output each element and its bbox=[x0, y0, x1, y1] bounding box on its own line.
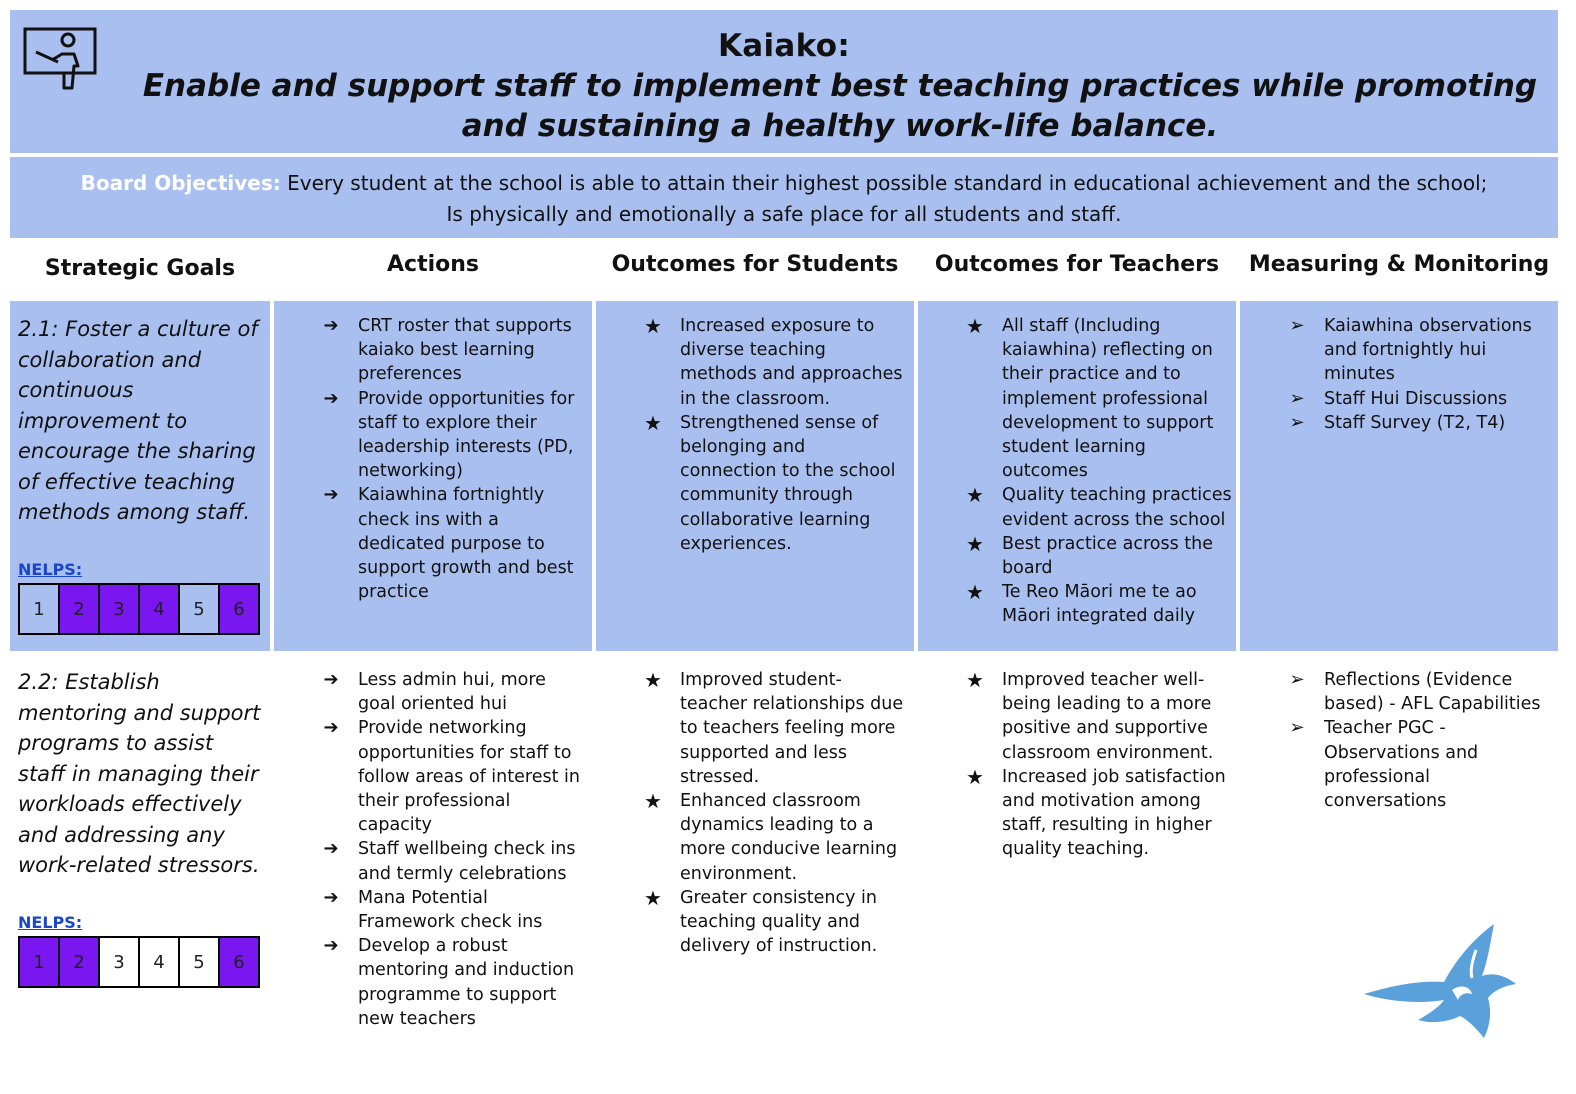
page-subtitle: Enable and support staff to implement best teaching practices while promoting and sustaining a healthy work-life balance. bbox=[142, 68, 1538, 144]
actions-text: CRT roster that supports kaiako best learning preferences bbox=[358, 316, 572, 385]
students-text: Increased exposure to diverse teaching methods and approaches in the classroom. bbox=[680, 316, 903, 409]
star-bullet-icon: ★ bbox=[644, 668, 662, 692]
actions-text: Kaiawhina fortnightly check ins with a dedicated purpose to support growth and best practice bbox=[358, 485, 574, 603]
nelps-cell-2: 2 bbox=[60, 938, 100, 986]
teachers-text: Increased job satisfaction and motivation among staff, resulting in higher quality teaching. bbox=[1002, 766, 1226, 860]
monitoring-item bbox=[1282, 314, 1548, 387]
nelps-link[interactable]: NELPS: bbox=[18, 913, 83, 932]
monitoring-text: Teacher PGC - Observations and professional conversations bbox=[1324, 718, 1479, 812]
nelps-cell-5: 5 bbox=[180, 585, 220, 633]
students-text: Greater consistency in teaching quality and delivery of instruction. bbox=[680, 887, 878, 957]
actions-text: Less admin hui, more goal oriented hui bbox=[358, 670, 546, 715]
arrow-bullet-icon: ➔ bbox=[323, 935, 339, 957]
students-item bbox=[638, 314, 906, 411]
monitoring-text: Reflections (Evidence based) - AFL Capabilities bbox=[1324, 670, 1541, 715]
teachers-item bbox=[960, 765, 1232, 862]
students-item bbox=[638, 886, 906, 959]
monitoring-text: Staff Survey (T2, T4) bbox=[1324, 412, 1506, 433]
objectives-line2: Is physically and emotionally a safe place for all students and staff. bbox=[446, 202, 1122, 226]
actions-item bbox=[316, 314, 580, 387]
goal-text: : Foster a culture of collaboration and continuous improvement to encourage the sharing of effective teaching methods among staff. bbox=[18, 317, 258, 524]
star-bullet-icon: ★ bbox=[966, 764, 984, 789]
teachers-text: Quality teaching practices evident across the school bbox=[1002, 485, 1232, 530]
students-item bbox=[638, 668, 906, 789]
monitoring-item bbox=[1282, 411, 1548, 435]
actions-list bbox=[316, 668, 580, 1031]
teacher-outcomes-list bbox=[960, 314, 1232, 629]
goal-text: : Establish mentoring and support programs to assist staff in managing their workloads effectively and addressing any work-related stressors. bbox=[18, 670, 261, 877]
arrow-bullet-icon: ➔ bbox=[323, 315, 339, 336]
nelps-grid bbox=[18, 583, 260, 635]
teachers-item bbox=[960, 580, 1232, 628]
students-item bbox=[638, 789, 906, 886]
actions-text: Develop a robust mentoring and induction programme to support new teachers bbox=[358, 936, 575, 1029]
actions-text: Mana Potential Framework check ins bbox=[358, 887, 543, 933]
monitoring-item bbox=[1282, 668, 1548, 716]
teachers-text: Te Reo Māori me te ao Māori integrated daily bbox=[1002, 582, 1197, 627]
goal-number: 2.2 bbox=[18, 670, 52, 694]
actions-item bbox=[316, 934, 580, 1031]
nelps-cell-4: 4 bbox=[140, 585, 180, 633]
nelps-cell-5: 5 bbox=[180, 938, 220, 986]
arrow-bullet-icon: ➔ bbox=[323, 484, 339, 506]
students-text: Strengthened sense of belonging and connection to the school community through collaborative learning experiences. bbox=[680, 412, 896, 554]
arrow-bullet-icon: ➔ bbox=[323, 387, 339, 409]
arrow-bullet-icon: ➔ bbox=[323, 886, 339, 908]
students-text: Improved student-teacher relationships due to teachers feeling more supported and less stressed. bbox=[680, 670, 904, 787]
arrow-bullet-icon: ➔ bbox=[323, 717, 339, 739]
objectives-label: Board Objectives: bbox=[80, 171, 281, 195]
student-outcomes-list bbox=[638, 668, 906, 958]
actions-item bbox=[316, 886, 580, 934]
monitoring-list bbox=[1282, 314, 1548, 435]
column-header-students: Outcomes for Students bbox=[611, 252, 899, 277]
monitoring-item bbox=[1282, 716, 1548, 813]
teachers-item bbox=[960, 314, 1232, 483]
nelps-cell-1: 1 bbox=[20, 585, 60, 633]
nelps-cell-2: 2 bbox=[60, 585, 100, 633]
teachers-item bbox=[960, 483, 1232, 531]
column-header-actions: Actions bbox=[387, 252, 479, 277]
actions-item bbox=[316, 483, 580, 604]
star-bullet-icon: ★ bbox=[966, 668, 984, 692]
arrow-bullet-icon: ➔ bbox=[323, 669, 339, 690]
teachers-text: All staff (Including kaiawhina) reflecting on their practice and to implement professional development to support student learning outcomes bbox=[1002, 316, 1214, 482]
star-bullet-icon: ★ bbox=[966, 580, 984, 605]
column-header-teachers: Outcomes for Teachers bbox=[934, 252, 1220, 277]
board-objectives bbox=[10, 157, 1558, 238]
header-banner bbox=[10, 10, 1558, 153]
nelps-cell-3: 3 bbox=[100, 938, 140, 986]
actions-list bbox=[316, 314, 580, 604]
teachers-text: Best practice across the board bbox=[1002, 533, 1214, 579]
actions-item bbox=[316, 387, 580, 484]
teacher-outcomes-list bbox=[960, 668, 1232, 862]
star-bullet-icon: ★ bbox=[644, 410, 662, 435]
triangle-bullet-icon: ➢ bbox=[1289, 387, 1305, 409]
student-outcomes-list bbox=[638, 314, 906, 556]
star-bullet-icon: ★ bbox=[966, 531, 984, 556]
star-bullet-icon: ★ bbox=[966, 483, 984, 508]
teachers-item bbox=[960, 532, 1232, 580]
monitoring-item bbox=[1282, 387, 1548, 411]
students-text: Enhanced classroom dynamics leading to a more conducive learning environment. bbox=[680, 791, 898, 884]
nelps-cell-6: 6 bbox=[220, 585, 258, 633]
goal-number: 2.1 bbox=[18, 317, 52, 341]
actions-item bbox=[316, 716, 580, 837]
actions-text: Staff wellbeing check ins and termly celebrations bbox=[358, 839, 576, 884]
triangle-bullet-icon: ➢ bbox=[1289, 315, 1305, 336]
strategic-goal-2-2 bbox=[18, 667, 266, 881]
column-header-goals: Strategic Goals bbox=[44, 256, 236, 281]
monitoring-list bbox=[1282, 668, 1548, 813]
nelps-cell-6: 6 bbox=[220, 938, 258, 986]
column-header-monitoring: Measuring & Monitoring bbox=[1248, 252, 1550, 277]
nelps-link[interactable]: NELPS: bbox=[18, 560, 83, 579]
strategic-goal-2-1 bbox=[18, 314, 266, 528]
actions-item bbox=[316, 837, 580, 885]
actions-item bbox=[316, 668, 580, 716]
nelps-grid bbox=[18, 936, 260, 988]
arrow-bullet-icon: ➔ bbox=[323, 838, 339, 860]
triangle-bullet-icon: ➢ bbox=[1289, 411, 1305, 433]
page-title: Kaiako: bbox=[717, 28, 851, 64]
star-bullet-icon: ★ bbox=[644, 314, 662, 338]
students-item bbox=[638, 411, 906, 556]
actions-text: Provide networking opportunities for staff to follow areas of interest in their professional capacity bbox=[358, 718, 580, 836]
triangle-bullet-icon: ➢ bbox=[1289, 669, 1305, 690]
star-bullet-icon: ★ bbox=[644, 885, 662, 910]
monitoring-text: Kaiawhina observations and fortnightly hui minutes bbox=[1324, 316, 1532, 385]
nelps-cell-3: 3 bbox=[100, 585, 140, 633]
objectives-line1: Every student at the school is able to attain their highest possible standard in educational achievement and the school; bbox=[280, 171, 1488, 195]
star-bullet-icon: ★ bbox=[644, 789, 662, 814]
teachers-text: Improved teacher well-being leading to a more positive and supportive classroom environment. bbox=[1002, 670, 1214, 763]
bird-logo-icon bbox=[1360, 920, 1520, 1040]
nelps-cell-1: 1 bbox=[20, 938, 60, 986]
nelps-cell-4: 4 bbox=[140, 938, 180, 986]
actions-text: Provide opportunities for staff to explore their leadership interests (PD, networking) bbox=[358, 388, 575, 482]
monitoring-text: Staff Hui Discussions bbox=[1324, 388, 1508, 409]
star-bullet-icon: ★ bbox=[966, 314, 984, 338]
teachers-item bbox=[960, 668, 1232, 765]
triangle-bullet-icon: ➢ bbox=[1289, 717, 1305, 739]
